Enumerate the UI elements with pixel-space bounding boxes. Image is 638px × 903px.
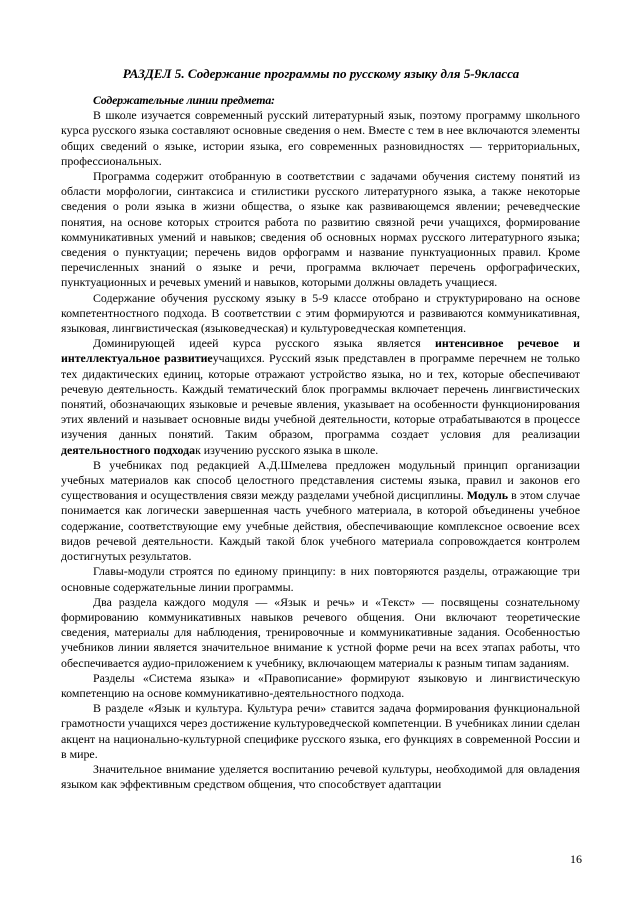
- paragraph-7: Два раздела каждого модуля — «Язык и речь» и «Текст» — посвящены сознательному формированию коммуникативных навыков речевого общения. Они включают теоретические сведения, материалы для наблюдения, тренировочные и коммуникативные задания. Особенностью учебников линии является значительное внимание к устной форме речи на всех этапах работы, что обеспечивается аудио-приложением к учебнику, включающем материалы к разным типам заданиям.: [61, 594, 580, 670]
- paragraph-10: Значительное внимание уделяется воспитанию речевой культуры, необходимой для овладения языком как эффективным средством общения, что способствует адаптации: [61, 761, 580, 792]
- section-title: РАЗДЕЛ 5. Содержание программы по русскому языку для 5-9класса: [122, 66, 520, 81]
- paragraph-6: Главы-модули строятся по единому принципу: в них повторяются разделы, отражающие три основные содержательные линии программы.: [61, 564, 580, 594]
- paragraph-4-part-e: к изучению русского языка в школе.: [195, 442, 379, 457]
- subheading: [61, 93, 580, 108]
- paragraph-9: В разделе «Язык и культура. Культура речи» ставится задача формирования функциональной грамотности учащихся через достижение культуроведческой компетенции. В учебниках линии сделан акцент на национально-культурной специфике русского языка, его функциях в современной России и в мире.: [61, 701, 580, 761]
- document-body: [61, 93, 580, 792]
- paragraph-4-part-c: учащихся. Русский язык представлен в программе перечнем не только тех дидактических единиц, которые отражают устройство языка, но и тех, которые обеспечивают речевую деятельность. Каждый тематический блок программы включает перечень лингвистических понятий, обозначающих языковые и речевые явления, указывает на особенности функционирования этих явлений и называет основные виды учебной деятельности, которые отрабатываются в процессе изучения данных понятий. Таким образом, программа создает условия для реализации: [61, 351, 580, 442]
- paragraph-3: Содержание обучения русскому языку в 5-9 классе отобрано и структурировано на основе компетентностного подхода. В соответствии с этим формируются и развиваются коммуникативная, языковая, лингвистическая (языковедческая) и культуроведческая компетенция.: [61, 290, 580, 336]
- paragraph-8: Разделы «Система языка» и «Правописание» формируют языковую и лингвистическую компетенцию на основе коммуникативно-деятельностного подхода.: [61, 670, 580, 700]
- page-number: 16: [570, 852, 582, 866]
- subheading-text: Содержательные линии предмета:: [93, 93, 275, 107]
- paragraph-4-part-a: Доминирующей идеей курса русского языка является: [93, 336, 436, 351]
- paragraph-5-part-a: В учебниках под редакцией А.Д.Шмелева предложен модульный принцип организации учебных материалов как способ целостного представления системы языка, правил и законов его существования и осуществления связи между разделами учебной дисциплины.: [61, 457, 580, 503]
- paragraph-5: [61, 458, 580, 564]
- paragraph-2: Программа содержит отобранную в соответствии с задачами обучения систему понятий из области морфологии, синтаксиса и стилистики русского литературного языка, а также некоторые сведения о роли языка в жизни общества, о языке как развивающемся явлении; речеведческие понятия, на основе которых строится работа по развитию связной речи учащихся, формирование коммуникативных умений и навыков; сведения об основных нормах русского литературного языка; сведения о пунктуации; перечень видов орфограмм и название пунктуационных правил. Кроме перечисленных знаний о языке и речи, программа включает перечень орфографических, пунктуационных и речевых умений и навыков, которыми должны овладеть учащиеся.: [61, 169, 580, 290]
- paragraph-4-emphasis-approach: деятельностного подхода: [61, 442, 196, 457]
- paragraph-4-emphasis-development: интенсивное речевое и интеллектуальное развитие: [61, 336, 580, 366]
- paragraph-5-part-c: в этом случае понимается как логически завершенная часть учебного материала, в которой объединены учебное содержание, соответствующие ему учебные действия, обеспечивающие комплексное освоение всех видов речевой деятельности. Каждый такой блок учебного материала сопровождается контролем достигнутых результатов.: [61, 488, 580, 564]
- paragraph-5-emphasis-module: Модуль: [466, 488, 509, 503]
- paragraph-1: В школе изучается современный русский литературный язык, поэтому программу школьного курса русского языка составляют основные сведения о нем. Вместе с тем в нее включаются элементы общих сведений о языке, истории языка, его современных разновидностях — территориальных, профессиональных.: [61, 108, 580, 168]
- paragraph-4: [61, 336, 580, 458]
